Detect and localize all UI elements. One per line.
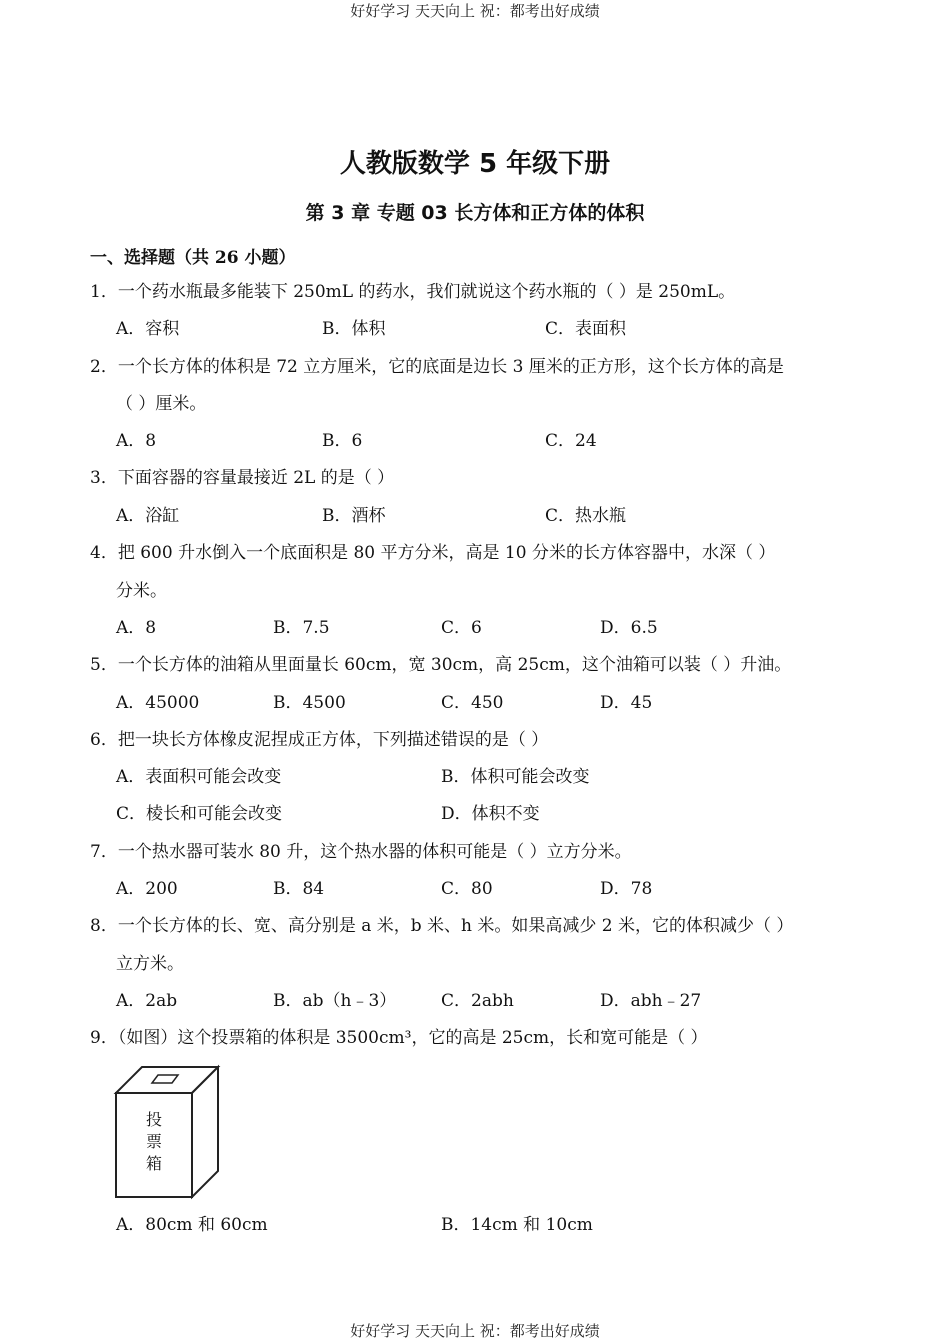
ballot-box-figure [112, 1063, 222, 1201]
q9-option-b: B．14cm 和 10cm [441, 1215, 593, 1235]
q1-option-a: A．容积 [116, 319, 180, 339]
question-6: 6．把一块长方体橡皮泥捏成正方体，下列描述错误的是（ ） [90, 730, 549, 750]
q1-option-b: B．体积 [322, 319, 386, 339]
q6-option-d: D．体积不变 [441, 804, 540, 824]
q5-option-a: A．45000 [116, 693, 200, 713]
q2-option-a: A．8 [116, 431, 157, 451]
q7-option-b: B．84 [273, 879, 325, 899]
document-subtitle: 第 3 章 专题 03 长方体和正方体的体积 [305, 202, 645, 224]
box-label-char-3: 箱 [145, 1154, 163, 1173]
question-4: 4．把 600 升水倒入一个底面积是 80 平方分米，高是 10 分米的长方体容器中，水深（ ） [90, 543, 776, 563]
q3-option-a: A．浴缸 [116, 506, 180, 526]
question-5: 5．一个长方体的油箱从里面量长 60cm，宽 30cm，高 25cm，这个油箱可以装（ ）升油。 [90, 655, 792, 675]
q7-option-d: D．78 [600, 879, 653, 899]
q9-option-a: A．80cm 和 60cm [116, 1215, 268, 1235]
q6-option-c: C．棱长和可能会改变 [116, 804, 283, 824]
q1-option-c: C．表面积 [545, 319, 627, 339]
q4-option-c: C．6 [441, 618, 482, 638]
question-3: 3．下面容器的容量最接近 2L 的是（ ） [90, 468, 395, 488]
page-header: 好好学习 天天向上 祝：都考出好成绩 [350, 2, 600, 20]
page-footer: 好好学习 天天向上 祝：都考出好成绩 [350, 1322, 600, 1340]
q3-option-c: C．热水瓶 [545, 506, 627, 526]
q2-option-c: C．24 [545, 431, 597, 451]
q5-option-d: D．45 [600, 693, 653, 713]
q6-option-b: B．体积可能会改变 [441, 767, 590, 787]
question-4-cont: 分米。 [116, 581, 167, 601]
question-1: 1．一个药水瓶最多能装下 250mL 的药水，我们就说这个药水瓶的（ ）是 250mL。 [90, 282, 736, 302]
q8-option-b: B．ab（h﹣3） [273, 991, 397, 1011]
q5-option-b: B．4500 [273, 693, 346, 713]
q4-option-d: D．6.5 [600, 618, 658, 638]
q2-option-b: B．6 [322, 431, 363, 451]
q4-option-b: B．7.5 [273, 618, 330, 638]
q4-option-a: A．8 [116, 618, 157, 638]
q8-option-d: D．abh﹣27 [600, 991, 702, 1011]
q7-option-a: A．200 [116, 879, 178, 899]
q6-option-a: A．表面积可能会改变 [116, 767, 282, 787]
q7-option-c: C．80 [441, 879, 493, 899]
question-9: 9．（如图）这个投票箱的体积是 3500cm³，它的高是 25cm，长和宽可能是（ ） [90, 1028, 708, 1048]
question-8: 8．一个长方体的长、宽、高分别是 a 米，b 米、h 米。如果高减少 2 米，它的体积减少（ ） [90, 916, 794, 936]
box-label-char-2: 票 [145, 1132, 163, 1151]
q8-option-a: A．2ab [116, 991, 178, 1011]
box-label-char-1: 投 [145, 1110, 163, 1129]
question-8-cont: 立方米。 [116, 954, 184, 974]
q8-option-c: C．2abh [441, 991, 514, 1011]
document-title: 人教版数学 5 年级下册 [339, 149, 611, 179]
question-2-cont: （ ）厘米。 [116, 394, 207, 414]
question-7: 7．一个热水器可装水 80 升，这个热水器的体积可能是（ ）立方分米。 [90, 842, 632, 862]
q5-option-c: C．450 [441, 693, 504, 713]
q3-option-b: B．酒杯 [322, 506, 386, 526]
section-heading: 一、选择题（共 26 小题） [90, 248, 296, 268]
question-2: 2．一个长方体的体积是 72 立方厘米，它的底面是边长 3 厘米的正方形，这个长方体的高是 [90, 357, 784, 377]
